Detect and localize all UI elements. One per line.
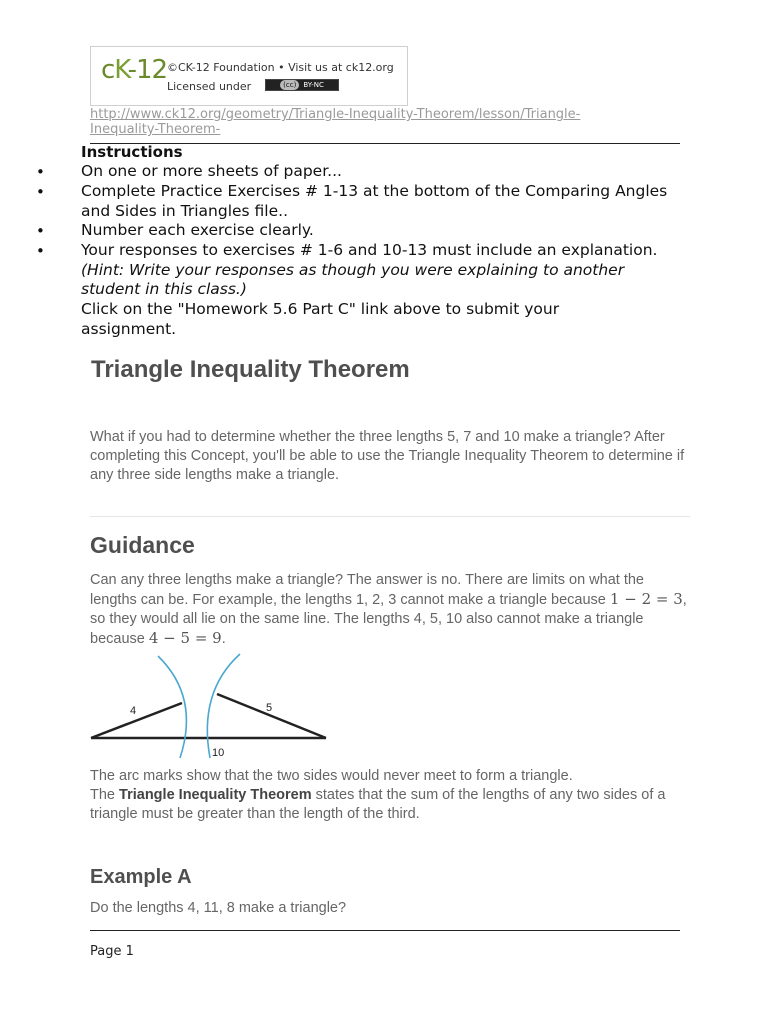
section-divider	[90, 516, 690, 517]
instruction-item-explanation: Your responses to exercises # 1-6 and 10-13 must include an explanation. (Hint: Write your responses as though you were explaining to another student in this class.)	[81, 241, 658, 298]
instruction-item: Number each exercise clearly.	[81, 221, 314, 239]
math-expression: 4 − 5 = 9	[148, 629, 222, 647]
bullet-marker: •	[36, 163, 45, 181]
theorem-name: Triangle Inequality Theorem	[119, 787, 312, 803]
license-text: Licensed under	[167, 80, 252, 93]
instructions-heading: Instructions	[81, 143, 183, 161]
instruction-item: Complete Practice Exercises # 1-13 at the bottom of the Comparing Angles and Sides in Triangles file..	[81, 182, 668, 220]
arc-note: The arc marks show that the two sides would never meet to form a triangle.	[90, 768, 573, 784]
bullet-marker: •	[36, 222, 45, 240]
bullet-marker: •	[36, 183, 45, 201]
ck12-logo: cK-12	[101, 55, 168, 85]
cc-license-badge[interactable]: (cc) BY-NC	[265, 79, 339, 91]
submit-note: Click on the "Homework 5.6 Part C" link above to submit your assignment.	[81, 300, 560, 338]
theorem-statement: The Triangle Inequality Theorem states that the sum of the lengths of any two sides of a triangle must be greater than the length of the third.	[90, 787, 666, 822]
article-title: Triangle Inequality Theorem	[91, 356, 410, 383]
instruction-item: On one or more sheets of paper...	[81, 162, 342, 180]
triangle-inequality-figure	[88, 652, 328, 760]
math-expression: 1 − 2 = 3	[609, 590, 683, 608]
page-number: Page 1	[90, 944, 134, 959]
intro-paragraph: What if you had to determine whether the three lengths 5, 7 and 10 make a triangle? After completing this Concept, you'll be able to use the Triangle Inequality Theorem to determine if any three side lengths make a triangle.	[90, 429, 685, 483]
label-right: 5	[266, 702, 273, 714]
guidance-heading: Guidance	[90, 532, 195, 558]
label-base: 10	[212, 747, 225, 759]
example-a-question: Do the lengths 4, 11, 8 make a triangle?	[90, 900, 347, 916]
hint-text: (Hint: Write your responses as though you were explaining to another student in this class.)	[81, 260, 625, 298]
example-a-heading: Example A	[90, 866, 192, 888]
guidance-paragraph: Can any three lengths make a triangle? The answer is no. There are limits on what the lengths can be. For example, the lengths 1, 2, 3 cannot make a triangle because 1 − 2 = 3, so they would all lie on the same line. The lengths 4, 5, 10 also cannot make a triangle because 4 − 5 = 9.	[90, 572, 687, 647]
ck12-banner	[90, 46, 408, 106]
ck12-foundation-text: ©CK-12 Foundation • Visit us at ck12.org	[167, 61, 394, 74]
footer-divider	[90, 930, 680, 931]
lesson-link[interactable]: http://www.ck12.org/geometry/Triangle-Inequality-Theorem/lesson/Triangle-Inequality-Theorem-	[90, 107, 581, 137]
bullet-marker: •	[36, 242, 45, 260]
label-left: 4	[130, 705, 137, 717]
